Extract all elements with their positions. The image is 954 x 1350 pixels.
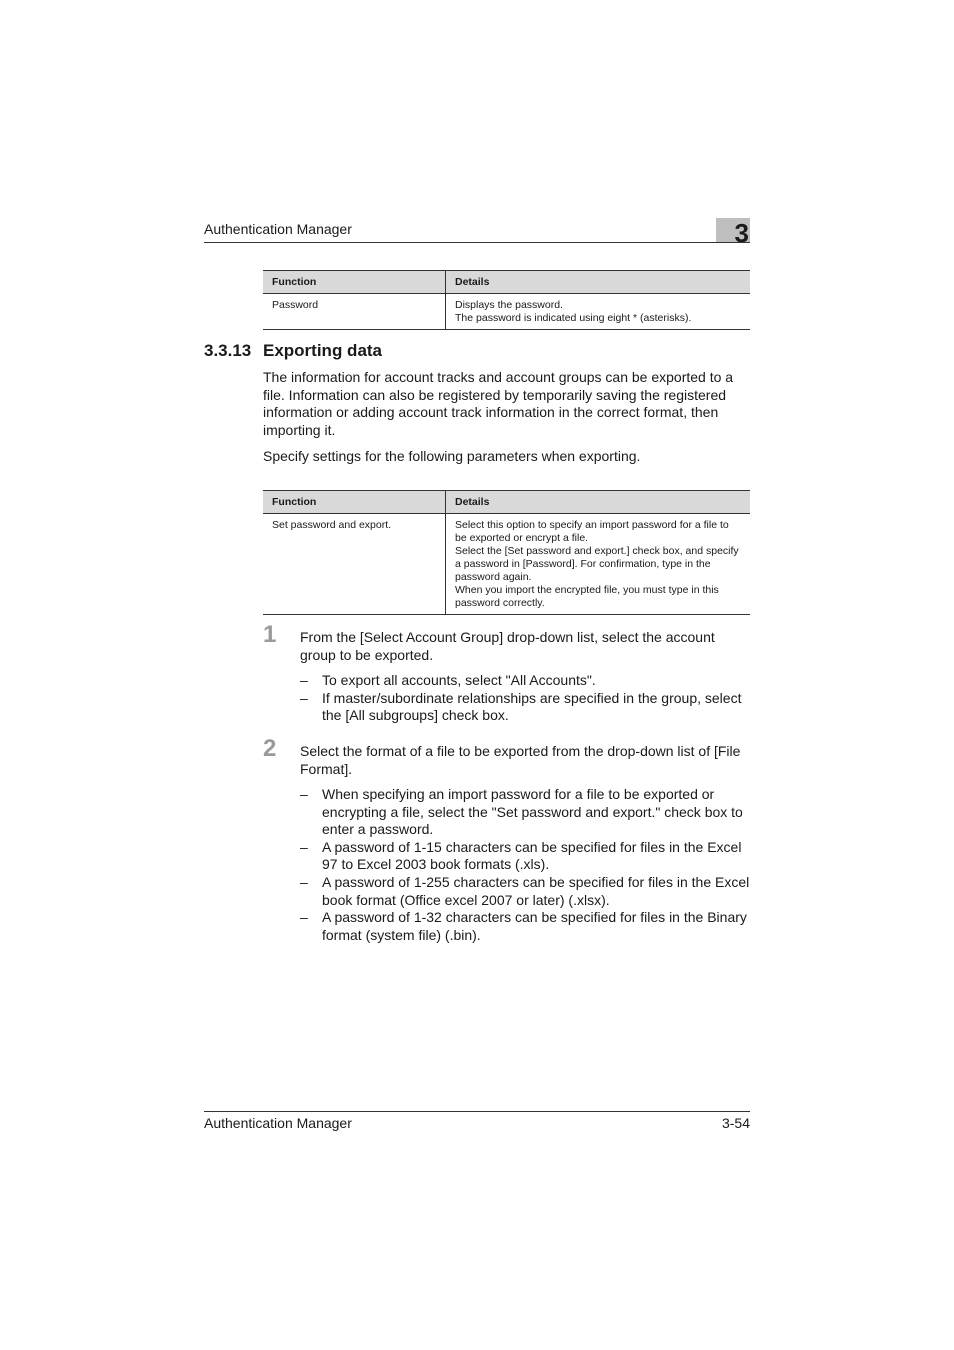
details-line: Displays the password.: [455, 299, 563, 311]
list-item: [300, 874, 750, 909]
step-number: 1: [263, 621, 277, 648]
step-number: 2: [263, 735, 277, 762]
list-item: [300, 672, 750, 690]
bullet-dash: –: [300, 689, 308, 706]
details-cell: [446, 294, 751, 330]
list-item-text: To export all accounts, select "All Accounts".: [322, 672, 596, 688]
function-cell: Set password and export.: [263, 514, 446, 615]
list-item: [300, 690, 750, 725]
step-bullet-list: [300, 786, 750, 944]
step-bullet-list: [300, 672, 750, 725]
chapter-number: 3: [734, 218, 749, 248]
bullet-dash: –: [300, 672, 308, 688]
chapter-tab: [716, 218, 750, 248]
details-line: When you import the encrypted file, you must type in this password correctly.: [455, 584, 719, 609]
running-header-title: Authentication Manager: [204, 221, 352, 237]
bullet-dash: –: [300, 786, 308, 802]
function-table-password: [263, 270, 750, 330]
column-header-function: Function: [263, 271, 446, 294]
section-title: Exporting data: [263, 341, 383, 360]
function-table-export: [263, 490, 750, 615]
bullet-dash: –: [300, 909, 308, 926]
list-item: [300, 786, 750, 839]
step-text: From the [Select Account Group] drop-down list, select the account group to be exported.: [300, 629, 715, 663]
page-number: 3-54: [721, 1115, 750, 1131]
list-item: [300, 909, 750, 944]
list-item-text: A password of 1-255 characters can be specified for files in the Excel book format (Office excel 2007 or later) (.xlsx).: [322, 873, 750, 908]
column-header-details: Details: [446, 271, 751, 294]
list-item: [300, 839, 750, 874]
running-footer-title: Authentication Manager: [204, 1115, 352, 1131]
list-item-text: When specifying an import password for a file to be exported or encrypting a file, select the "Set password and export." check box to enter a password.: [322, 786, 743, 838]
column-header-function: Function: [263, 491, 446, 514]
table-row: [263, 514, 750, 615]
table-row: [263, 294, 750, 330]
intro-paragraph-2: Specify settings for the following parameters when exporting.: [263, 448, 641, 464]
header-rule: [204, 242, 750, 243]
intro-paragraph: The information for account tracks and account groups can be exported to a file. Information can also be registered by temporarily saving the registered information or adding account track information in the correct format, then importing it.: [263, 369, 734, 438]
details-cell: [446, 514, 751, 615]
bullet-dash: –: [300, 838, 308, 855]
details-line: The password is indicated using eight * (asterisks).: [455, 312, 692, 324]
step-text: Select the format of a file to be exported from the drop-down list of [File Format].: [300, 743, 741, 777]
section-heading: [204, 340, 382, 362]
list-item-text: A password of 1-32 characters can be specified for files in the Binary format (system file) (.bin).: [322, 909, 747, 943]
details-line: Select the [Set password and export.] check box, and specify a password in [Password]. For confirmation, type in the password again.: [455, 545, 739, 583]
footer-rule: [204, 1111, 750, 1112]
details-line: Select this option to specify an import password for a file to be exported or encrypt a file.: [455, 519, 729, 544]
list-item-text: If master/subordinate relationships are specified in the group, select the [All subgroups] check box.: [322, 689, 742, 724]
column-header-details: Details: [446, 491, 751, 514]
section-number: 3.3.13: [204, 341, 252, 360]
bullet-dash: –: [300, 873, 308, 890]
function-cell: Password: [263, 294, 446, 330]
list-item-text: A password of 1-15 characters can be specified for files in the Excel 97 to Excel 2003 book formats (.xls).: [322, 838, 742, 873]
